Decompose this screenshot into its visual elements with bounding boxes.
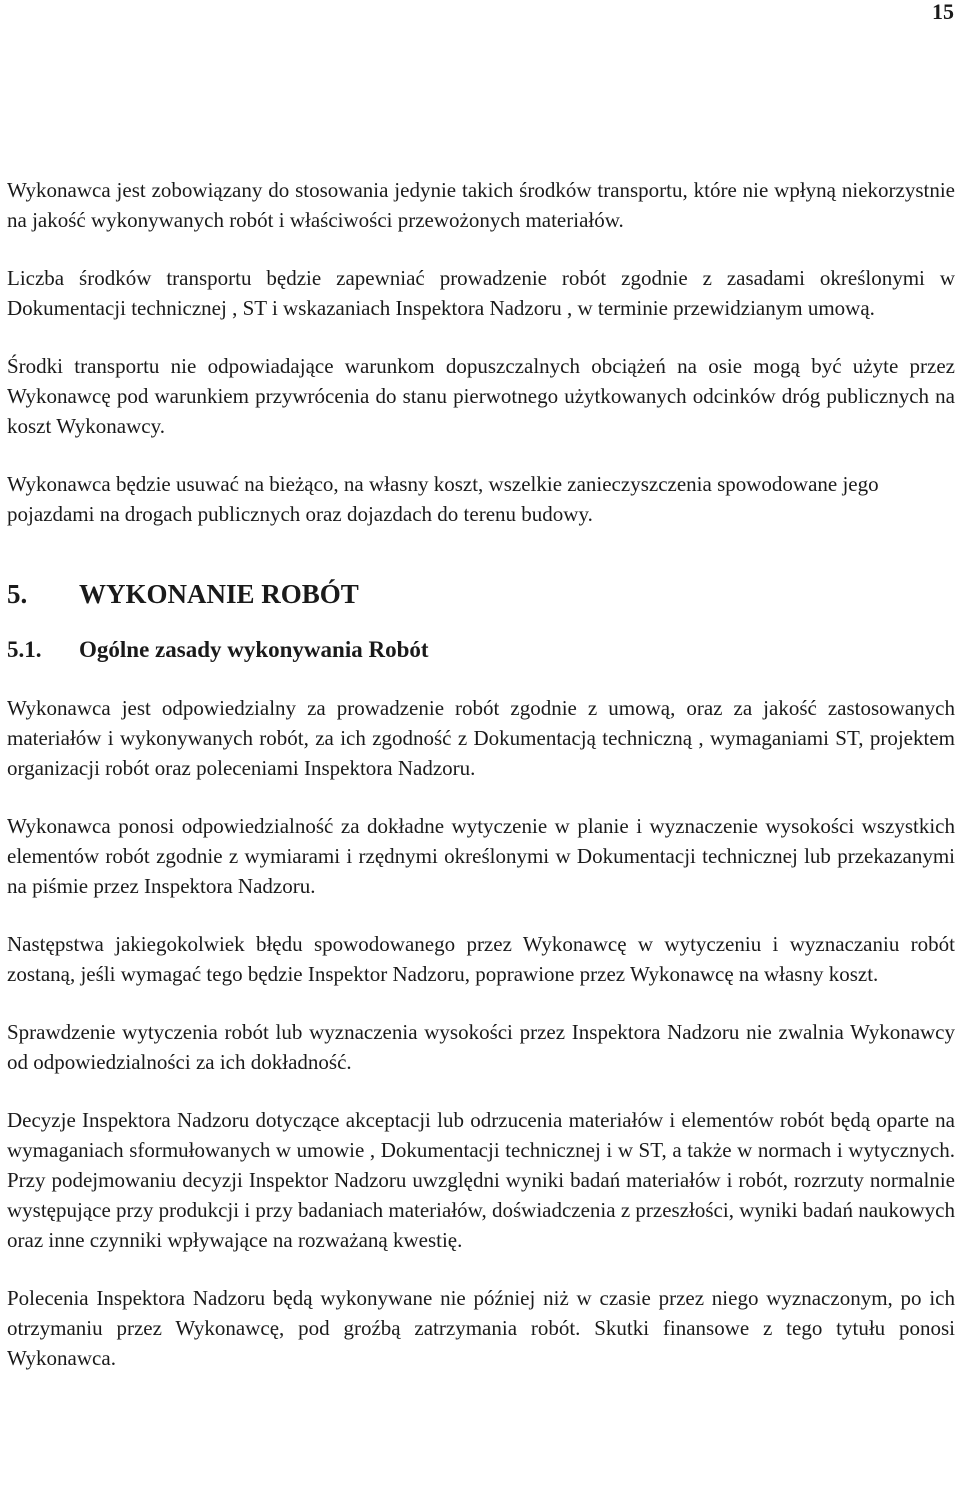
section-number: 5. bbox=[7, 579, 28, 609]
paragraph-setting-out: Wykonawca ponosi odpowiedzialność za dokładne wytyczenie w planie i wyznaczenie wysokości wszystkich elementów robót zgodnie z wymiarami i rzędnymi określonymi w Dokumentacji technicznej lub przekazanymi na piśmie przez Inspektora Nadzoru. bbox=[7, 814, 955, 898]
paragraph-responsibility: Wykonawca jest odpowiedzialny za prowadzenie robót zgodnie z umową, oraz za jakość zastosowanych materiałów i wykonywanych robót, za ich zgodność z Dokumentacją techniczną , wymaganiami ST, projektem organizacji robót oraz poleceniami Inspektora Nadzoru. bbox=[7, 696, 955, 780]
paragraph-instructions: Polecenia Inspektora Nadzoru będą wykonywane nie później niż w czasie przez niego wyznaczonym, po ich otrzymaniu przez Wykonawcę, pod groźbą zatrzymania robót. Skutki finansowe z tego tytułu ponosi Wykonawca. bbox=[7, 1286, 955, 1370]
page-content bbox=[7, 175, 955, 1401]
section-title: WYKONANIE ROBÓT bbox=[79, 579, 359, 609]
section-heading bbox=[7, 577, 955, 611]
subsection-title: Ogólne zasady wykonywania Robót bbox=[79, 637, 429, 662]
subsection-number: 5.1. bbox=[7, 637, 42, 662]
paragraph-errors: Następstwa jakiegokolwiek błędu spowodowanego przez Wykonawcę w wytyczeniu i wyznaczaniu robót zostaną, jeśli wymagać tego będzie Inspektor Nadzoru, poprawione przez Wykonawcę na własny koszt. bbox=[7, 932, 955, 986]
subsection-heading bbox=[7, 635, 955, 665]
paragraph-transport-count: Liczba środków transportu będzie zapewniać prowadzenie robót zgodnie z zasadami określonymi w Dokumentacji technicznej , ST i wskazaniach Inspektora Nadzoru , w terminie przewidzianym umową. bbox=[7, 266, 955, 320]
paragraph-axle-load: Środki transportu nie odpowiadające warunkom dopuszczalnych obciążeń na osie mogą być użyte przez Wykonawcę pod warunkiem przywrócenia do stanu pierwotnego użytkowanych odcinków dróg publicznych na koszt Wykonawcy. bbox=[7, 354, 955, 438]
paragraph-decisions: Decyzje Inspektora Nadzoru dotyczące akceptacji lub odrzucenia materiałów i elementów robót będą oparte na wymaganiach sformułowanych w umowie , Dokumentacji technicznej i w ST, a także w normach i wytycznych. Przy podejmowaniu decyzji Inspektor Nadzoru uwzględni wyniki badań materiałów i robót, rozrzuty normalnie występujące przy produkcji i przy badaniach materiałów, doświadczenia z przeszłości, wyniki badań naukowych oraz inne czynniki wpływające na rozważaną kwestię. bbox=[7, 1108, 955, 1252]
page-number: 15 bbox=[932, 0, 954, 24]
paragraph-cleaning: Wykonawca będzie usuwać na bieżąco, na własny koszt, wszelkie zanieczyszczenia spowodowane jego pojazdami na drogach publicznych oraz dojazdach do terenu budowy. bbox=[7, 472, 879, 526]
paragraph-verification: Sprawdzenie wytyczenia robót lub wyznaczenia wysokości przez Inspektora Nadzoru nie zwalnia Wykonawcy od odpowiedzialności za ich dokładność. bbox=[7, 1020, 955, 1074]
paragraph-transport-vehicles: Wykonawca jest zobowiązany do stosowania jedynie takich środków transportu, które nie wpłyną niekorzystnie na jakość wykonywanych robót i właściwości przewożonych materiałów. bbox=[7, 178, 955, 232]
